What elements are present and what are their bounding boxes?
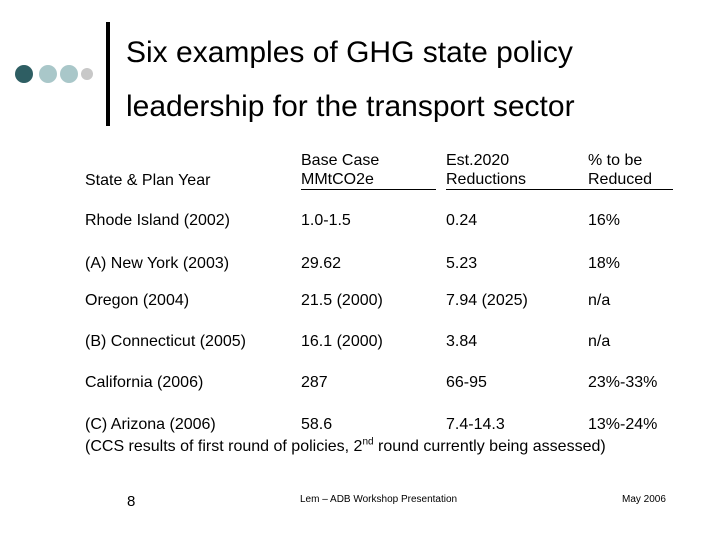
header-state: State & Plan Year <box>85 172 211 189</box>
table-row <box>85 210 685 232</box>
percent: n/a <box>588 292 611 309</box>
dot-mid-1-icon <box>39 65 57 83</box>
base-case: 287 <box>301 374 328 391</box>
plan-year: (2003) <box>182 255 230 272</box>
reduction: 3.84 <box>446 333 478 350</box>
plan-year: (2002) <box>183 212 230 229</box>
percent: n/a <box>588 333 611 350</box>
footer-presentation-title: Lem – ADB Workshop Presentation <box>300 494 458 505</box>
dot-mid-2-icon <box>60 65 78 83</box>
reduction: 0.24 <box>446 212 478 229</box>
state-name: California <box>85 374 153 391</box>
dot-dark-icon <box>15 65 33 83</box>
plan-year: (2005) <box>199 333 246 350</box>
table-row <box>85 414 685 436</box>
footer-date: May 2006 <box>622 494 666 505</box>
base-case: 1.0-1.5 <box>301 212 351 229</box>
base-case: 58.6 <box>301 416 333 433</box>
table-row <box>85 331 685 353</box>
reduction: 7.4-14.3 <box>446 416 505 433</box>
decorative-dots <box>14 63 94 85</box>
percent: 18% <box>588 255 621 272</box>
ccs-note: (CCS results of first round of policies, 2nd round currently being assessed) <box>85 436 606 455</box>
percent: 16% <box>588 212 621 229</box>
title-line-1: Six examples of GHG state policy <box>126 36 573 69</box>
header-percent: % to be Reduced <box>588 151 673 190</box>
title-divider <box>106 22 110 126</box>
reduction: 66-95 <box>446 374 487 391</box>
percent: 13%-24% <box>588 416 658 433</box>
plan-year: (2006) <box>157 374 204 391</box>
base-case: 21.5 (2000) <box>301 292 383 309</box>
table-row <box>85 290 685 312</box>
table-header <box>85 150 685 190</box>
reduction: 5.23 <box>446 255 478 272</box>
base-case: 16.1 (2000) <box>301 333 383 350</box>
header-reductions: Est.2020 Reductions <box>446 151 588 190</box>
base-case: 29.62 <box>301 255 342 272</box>
state-name: Oregon <box>85 292 139 309</box>
slide-title <box>126 26 706 134</box>
state-name: (B) Connecticut <box>85 333 196 350</box>
header-base-case: Base Case MMtCO2e <box>301 151 436 190</box>
percent: 23%-33% <box>588 374 658 391</box>
state-name: Rhode Island <box>85 212 180 229</box>
state-name: (A) New York <box>85 255 179 272</box>
plan-year: (2006) <box>169 416 216 433</box>
state-name: (C) Arizona <box>85 416 166 433</box>
page-number: 8 <box>127 493 136 510</box>
dot-light-icon <box>81 68 93 80</box>
table-row <box>85 253 685 275</box>
title-line-2: leadership for the transport sector <box>126 90 575 123</box>
plan-year: (2004) <box>142 292 190 309</box>
reduction: 7.94 (2025) <box>446 292 528 309</box>
table-row <box>85 372 685 394</box>
